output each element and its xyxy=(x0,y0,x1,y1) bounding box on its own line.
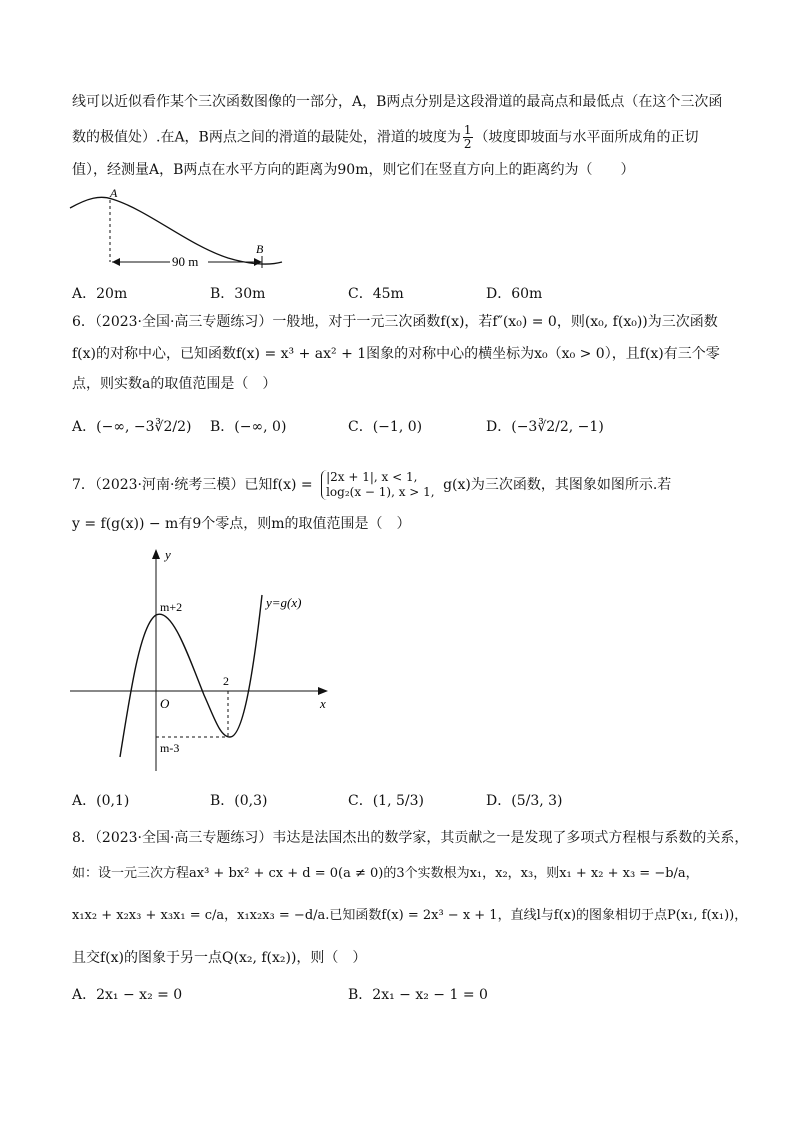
q7-option-b-letter: B． xyxy=(210,793,235,809)
q8-option-a-letter: A． xyxy=(72,987,97,1003)
q7-option-a-text: (0,1) xyxy=(96,793,130,809)
q5-option-b-text: 30m xyxy=(234,286,266,302)
q5-line1: 线可以近似看作某个三次函数图像的一部分，A，B两点分别是这段滑道的最高点和最低点（在这个三次函 xyxy=(72,94,723,110)
q7-x-axis-label: x xyxy=(320,696,326,711)
q5-option-b-letter: B． xyxy=(210,286,235,302)
q8-line4: 且交f(x)的图象于另一点Q(x₂, f(x₂))，则（ ） xyxy=(72,950,367,966)
q7-piece-2: log₂(x − 1), x > 1, xyxy=(326,485,435,499)
q5-option-b[interactable] xyxy=(210,283,265,303)
q5-fraction-denominator: 2 xyxy=(463,137,472,151)
q7-y-axis-label: y xyxy=(165,547,171,562)
q5-label-a: A xyxy=(110,186,118,200)
q6-option-d-text: (−3∛2/2, −1) xyxy=(511,419,604,435)
q7-cubic-curve xyxy=(120,595,262,757)
q7-max-label: m+2 xyxy=(160,600,183,614)
q8-line2: 如：设一元三次方程ax³ + bx² + cx + d = 0(a ≠ 0)的3个实数根为x₁，x₂，x₃，则x₁ + x₂ + x₃ = −b/a， xyxy=(72,866,699,881)
q8-line1: 8．（2023·全国·高三专题练习）韦达是法国杰出的数学家，其贡献之一是发现了多项式方程根与系数的关系， xyxy=(72,830,749,846)
q5-line3: 值），经测量A，B两点在水平方向的距离为90m，则它们在竖直方向上的距离约为（ ） xyxy=(72,162,635,178)
q5-option-c-letter: C． xyxy=(348,286,373,302)
q6-option-a[interactable] xyxy=(72,416,191,436)
q6-option-c-text: (−1, 0) xyxy=(372,419,423,435)
q8-option-b-letter: B． xyxy=(348,987,373,1003)
q6-line2: f(x)的对称中心，已知函数f(x) = x³ + ax² + 1图象的对称中心的横坐标为x₀（x₀ > 0），且f(x)有三个零 xyxy=(72,346,720,362)
q8-line3: x₁x₂ + x₂x₃ + x₃x₁ = c/a，x₁x₂x₃ = −d/a.已知函数f(x) = 2x³ − x + 1，直线l与f(x)的图象相切于点P(x₁, f(x₁))， xyxy=(72,908,748,923)
q6-line1: 6．（2023·全国·高三专题练习）一般地，对于一元三次函数f(x)，若f″(x₀) = 0，则(x₀, f(x₀))为三次函数 xyxy=(72,314,718,330)
q5-line2-text-b: （坡度即坡面与水平面所成角的正切 xyxy=(474,129,699,146)
q7-line1-text-b: g(x)为三次函数，其图象如图所示.若 xyxy=(443,477,672,493)
q7-y-axis-arrow xyxy=(152,549,160,559)
q5-option-a-letter: A． xyxy=(72,286,97,302)
q6-option-a-letter: A． xyxy=(72,419,97,435)
q6-line3: 点，则实数a的取值范围是（ ） xyxy=(72,376,277,392)
q7-option-c[interactable] xyxy=(348,790,424,810)
q8-option-b-text: 2x₁ − x₂ − 1 = 0 xyxy=(372,987,488,1003)
q5-option-c[interactable] xyxy=(348,283,404,303)
q7-option-b-text: (0,3) xyxy=(234,793,268,809)
q7-option-a-letter: A． xyxy=(72,793,97,809)
q5-label-b: B xyxy=(256,242,264,256)
q5-arrowhead-right xyxy=(254,258,262,266)
q7-line2: y = f(g(x)) − m有9个零点，则m的取值范围是（ ） xyxy=(72,516,411,532)
q6-option-b-letter: B． xyxy=(210,419,235,435)
q7-option-b[interactable] xyxy=(210,790,268,810)
q5-slope-fraction xyxy=(463,124,473,151)
q5-option-d[interactable] xyxy=(486,283,542,303)
q6-option-b-text: (−∞, 0) xyxy=(234,419,287,435)
q7-line1-text-a: 7．（2023·河南·统考三模）已知f(x) = xyxy=(72,477,313,493)
q7-option-c-letter: C． xyxy=(348,793,373,809)
q7-option-d-letter: D． xyxy=(486,793,512,809)
q6-option-d-letter: D． xyxy=(486,419,512,435)
q6-option-d[interactable] xyxy=(486,416,604,436)
q7-x-tick-label: 2 xyxy=(223,674,229,688)
q7-line1 xyxy=(72,470,671,500)
q5-arrowhead-left xyxy=(112,258,120,266)
q5-fraction-numerator: 1 xyxy=(463,123,472,137)
q7-option-c-text: (1, 5/3) xyxy=(372,793,424,809)
q5-option-d-text: 60m xyxy=(511,286,543,302)
q5-distance-label: 90 m xyxy=(172,254,199,269)
q7-curve-label: y=g(x) xyxy=(266,595,302,610)
q5-line2 xyxy=(72,124,699,151)
q6-option-b[interactable] xyxy=(210,416,286,436)
q5-slide-figure xyxy=(68,186,288,270)
q6-option-c-letter: C． xyxy=(348,419,373,435)
q8-option-b[interactable] xyxy=(348,984,488,1004)
q7-origin-label: O xyxy=(160,696,170,711)
q5-option-c-text: 45m xyxy=(372,286,404,302)
q7-option-a[interactable] xyxy=(72,790,129,810)
q8-option-a-text: 2x₁ − x₂ = 0 xyxy=(96,987,183,1003)
q6-option-c[interactable] xyxy=(348,416,422,436)
q7-option-d-text: (5/3, 3) xyxy=(511,793,563,809)
q5-option-a-text: 20m xyxy=(96,286,128,302)
q7-x-axis-arrow xyxy=(318,687,328,695)
q7-piecewise xyxy=(321,470,435,500)
q7-option-d[interactable] xyxy=(486,790,563,810)
q6-option-a-text: (−∞, −3∛2/2) xyxy=(96,419,192,435)
q5-option-d-letter: D． xyxy=(486,286,512,302)
q7-piece-1: |2x + 1|, x < 1, xyxy=(326,470,418,484)
q5-option-a[interactable] xyxy=(72,283,127,303)
q8-option-a[interactable] xyxy=(72,984,182,1004)
q5-line2-text-a: 数的极值处）.在A，B两点之间的滑道的最陡处，滑道的坡度为 xyxy=(72,129,461,146)
q7-graph xyxy=(70,545,340,775)
q7-min-label: m-3 xyxy=(160,741,180,755)
